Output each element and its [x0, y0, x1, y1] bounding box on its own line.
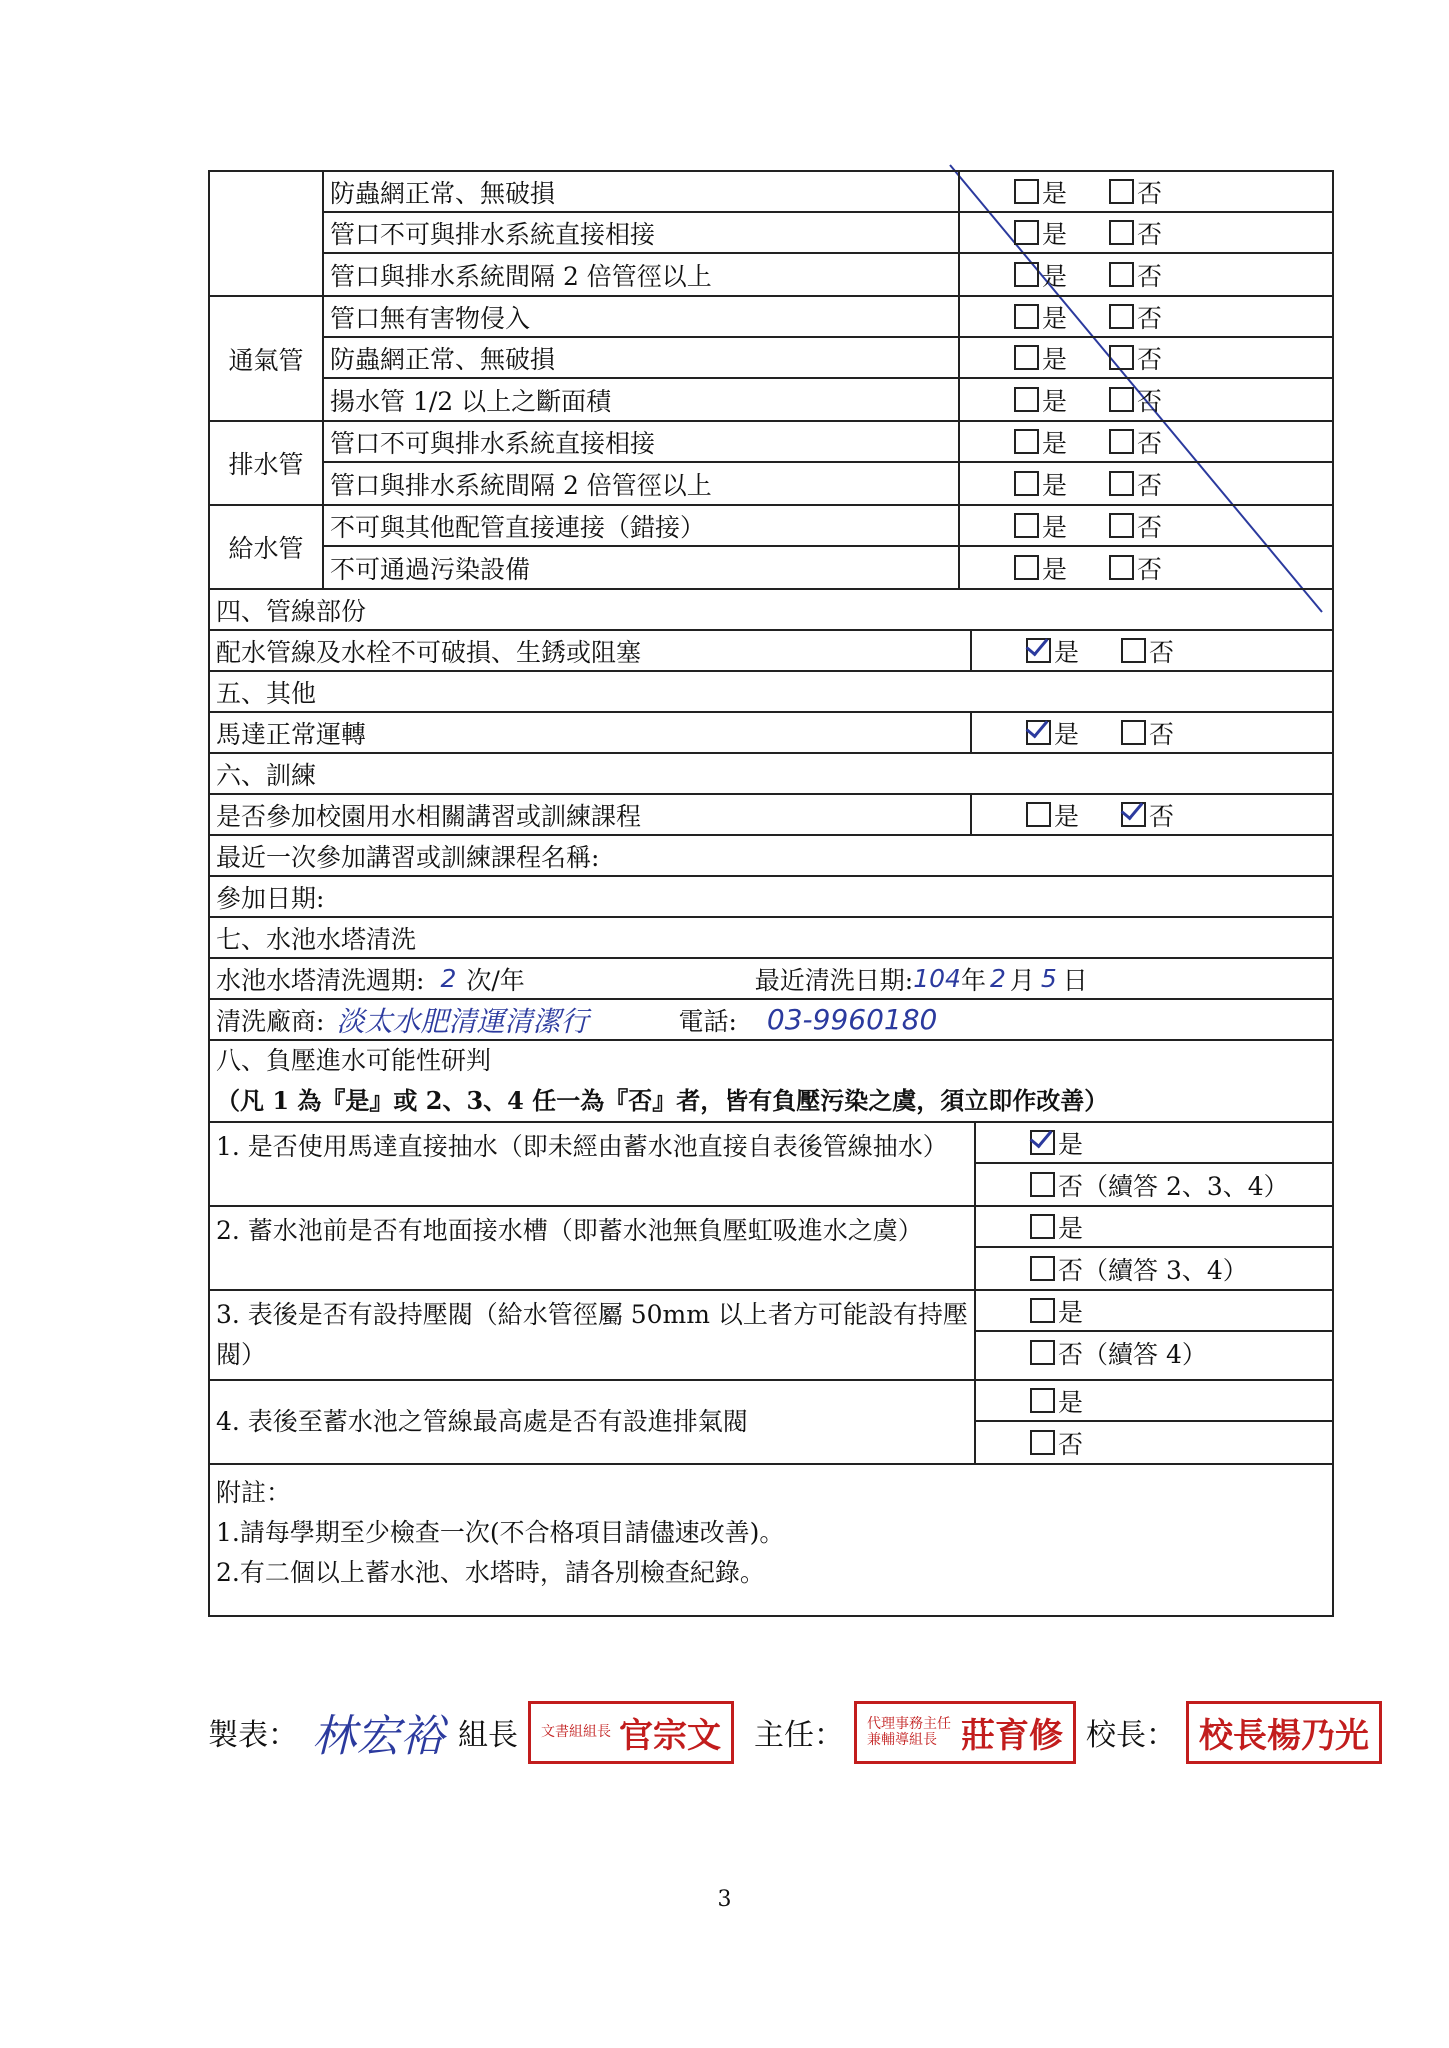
- checkbox-yes[interactable]: [1014, 179, 1039, 204]
- table-row: [324, 213, 1332, 254]
- table-row: [210, 877, 1332, 918]
- option-no[interactable]: 否: [1121, 633, 1174, 669]
- option-yes[interactable]: 是: [976, 1381, 1332, 1422]
- item-label: 是否參加校園用水相關講習或訓練課程: [210, 795, 972, 834]
- question-2: [210, 1207, 1332, 1291]
- table-row: [324, 297, 1332, 338]
- yes-no-options: [960, 379, 1332, 420]
- section-header: [210, 1041, 1332, 1123]
- section-header: [210, 672, 1332, 713]
- group-drain-pipe: [210, 422, 1332, 506]
- vendor-value[interactable]: 淡太水肥清運清潔行: [336, 1004, 589, 1038]
- item-label: 管口與排水系統間隔 2 倍管徑以上: [324, 463, 960, 504]
- option-yes[interactable]: 是: [1026, 797, 1079, 833]
- section-header: [210, 754, 1332, 795]
- phone-value[interactable]: 03-9960180: [766, 1003, 938, 1036]
- option-yes[interactable]: 是: [1014, 299, 1067, 335]
- category-label: 給水管: [210, 506, 324, 588]
- table-row: [324, 379, 1332, 420]
- option-no[interactable]: 否: [1121, 715, 1174, 751]
- item-label: 配水管線及水栓不可破損、生銹或阻塞: [210, 631, 972, 670]
- checkbox-no[interactable]: [1109, 471, 1134, 496]
- yes-no-options: [960, 547, 1332, 588]
- yes-no-options: [960, 506, 1332, 545]
- question-text: 1. 是否使用馬達直接抽水（即未經由蓄水池直接自表後管線抽水）: [210, 1123, 976, 1205]
- section-title: 八、負壓進水可能性研判: [216, 1046, 492, 1075]
- director-stamp-title: 代理事務主任 兼輔導組長: [867, 1716, 951, 1748]
- leader-stamp: [528, 1701, 734, 1764]
- option-yes[interactable]: 是: [1014, 174, 1067, 210]
- category-label: 通氣管: [210, 297, 324, 420]
- principal-label: 校長：: [1086, 1718, 1176, 1753]
- notes-title: 附註：: [216, 1478, 292, 1507]
- group-vent-pipe: [210, 297, 1332, 422]
- question-text: 3. 表後是否有設持壓閥（給水管徑屬 50mm 以上者方可能設有持壓閥）: [210, 1291, 976, 1379]
- group-rows: [324, 172, 1332, 295]
- section-title: 六、訓練: [216, 760, 317, 790]
- checkbox-yes-checked[interactable]: [1026, 720, 1051, 745]
- leader-stamp-name: 官宗文: [619, 1715, 721, 1756]
- checkbox-no-checked[interactable]: [1121, 802, 1146, 827]
- section-title: 四、管線部份: [216, 596, 367, 626]
- option-yes[interactable]: 是: [1014, 340, 1067, 376]
- checkbox-no[interactable]: [1109, 220, 1134, 245]
- table-row: [324, 254, 1332, 295]
- yes-no-options: [960, 213, 1332, 252]
- checkbox-yes[interactable]: [1030, 1214, 1055, 1239]
- checkbox-yes[interactable]: [1014, 471, 1039, 496]
- last-month-unit: 月: [1009, 965, 1035, 995]
- director-stamp: [854, 1701, 1076, 1764]
- checkbox-yes[interactable]: [1014, 304, 1039, 329]
- page-number: 3: [717, 1887, 732, 1912]
- yes-no-options: [972, 631, 1332, 670]
- checkbox-no[interactable]: [1030, 1340, 1055, 1365]
- leader-label: 組長: [458, 1718, 518, 1753]
- cycle-label: 水池水塔清洗週期:: [216, 965, 425, 995]
- table-row: [324, 547, 1332, 588]
- group-supply-pipe: [210, 506, 1332, 590]
- option-yes[interactable]: 是: [1014, 424, 1067, 460]
- checkbox-yes[interactable]: [1014, 429, 1039, 454]
- option-yes[interactable]: 是: [1014, 382, 1067, 418]
- item-label: 管口與排水系統間隔 2 倍管徑以上: [324, 254, 960, 295]
- item-label: 揚水管 1/2 以上之斷面積: [324, 379, 960, 420]
- item-label: 不可與其他配管直接連接（錯接）: [324, 506, 960, 545]
- checkbox-no[interactable]: [1109, 179, 1134, 204]
- checkbox-no[interactable]: [1109, 262, 1134, 287]
- last-clean-label: 最近清洗日期:: [754, 965, 914, 995]
- checkbox-yes[interactable]: [1014, 513, 1039, 538]
- section-header: [210, 918, 1332, 959]
- option-no[interactable]: 否: [1121, 797, 1174, 833]
- option-no[interactable]: 否（續答 2、3、4）: [976, 1164, 1332, 1205]
- option-yes[interactable]: 是: [976, 1207, 1332, 1248]
- signature-footer: [208, 1700, 1408, 1764]
- option-no[interactable]: 否（續答 4）: [976, 1332, 1332, 1373]
- table-row: [324, 463, 1332, 504]
- option-no[interactable]: 否（續答 3、4）: [976, 1248, 1332, 1289]
- checkbox-no[interactable]: [1109, 304, 1134, 329]
- checkbox-yes[interactable]: [1014, 387, 1039, 412]
- last-day-unit: 日: [1062, 965, 1088, 995]
- director-stamp-name: 莊育修: [961, 1715, 1063, 1756]
- attend-date-field[interactable]: 參加日期:: [216, 883, 325, 913]
- table-row: [210, 959, 1332, 1000]
- option-no[interactable]: 否: [1109, 424, 1162, 460]
- question-text: 2. 蓄水池前是否有地面接水槽（即蓄水池無負壓虹吸進水之虞）: [210, 1207, 976, 1289]
- checkbox-yes-checked[interactable]: [1026, 638, 1051, 663]
- table-row: [324, 338, 1332, 379]
- item-label: 管口不可與排水系統直接相接: [324, 422, 960, 461]
- vendor-label: 清洗廠商:: [216, 1006, 325, 1036]
- checkbox-no[interactable]: [1121, 638, 1146, 663]
- checkbox-yes[interactable]: [1014, 555, 1039, 580]
- course-name-field[interactable]: 最近一次參加講習或訓練課程名稱:: [216, 842, 600, 872]
- checkbox-yes[interactable]: [1014, 262, 1039, 287]
- yes-no-options: [960, 254, 1332, 295]
- yes-no-options: [960, 172, 1332, 211]
- table-row: [324, 172, 1332, 213]
- question-4: [210, 1381, 1332, 1465]
- table-row: [210, 713, 1332, 754]
- yes-no-options: [960, 463, 1332, 504]
- inspection-form: [208, 170, 1334, 1617]
- table-row: [210, 795, 1332, 836]
- last-year[interactable]: 104: [913, 964, 961, 993]
- option-no[interactable]: 否: [1109, 174, 1162, 210]
- notes-block: [210, 1465, 1332, 1615]
- notes-line-2: 2.有二個以上蓄水池、水塔時，請各別檢查紀錄。: [216, 1558, 765, 1587]
- option-yes[interactable]: 是: [1014, 466, 1067, 502]
- question-1: [210, 1123, 1332, 1207]
- question-text: 4. 表後至蓄水池之管線最高處是否有設進排氣閥: [210, 1381, 976, 1463]
- option-no[interactable]: 否: [1109, 466, 1162, 502]
- item-label: 管口不可與排水系統直接相接: [324, 213, 960, 252]
- checkbox-yes[interactable]: [1030, 1298, 1055, 1323]
- last-month[interactable]: 2: [989, 964, 1006, 993]
- checkbox-no[interactable]: [1030, 1430, 1055, 1455]
- option-no[interactable]: 否: [1109, 340, 1162, 376]
- yes-no-options: [960, 422, 1332, 461]
- section-subtitle: （凡 1 為『是』或 2、3、4 任一為『否』者，皆有負壓污染之虞，須立即作改善）: [216, 1086, 1109, 1115]
- option-no[interactable]: 否: [1109, 382, 1162, 418]
- option-no[interactable]: 否: [1109, 257, 1162, 293]
- item-label: 防蟲網正常、無破損: [324, 338, 960, 377]
- option-yes[interactable]: 是: [976, 1123, 1332, 1164]
- vendor-info: [210, 1000, 1332, 1039]
- phone-label: 電話:: [678, 1006, 737, 1036]
- category-label: 排水管: [210, 422, 324, 504]
- principal-stamp: [1186, 1701, 1382, 1764]
- notes-line-1: 1.請每學期至少檢查一次(不合格項目請儘速改善)。: [216, 1518, 785, 1547]
- item-label: 防蟲網正常、無破損: [324, 172, 960, 211]
- yes-no-options: [960, 297, 1332, 336]
- last-day[interactable]: 5: [1040, 964, 1057, 993]
- table-row: [210, 836, 1332, 877]
- principal-stamp-text: 校長楊乃光: [1199, 1715, 1369, 1756]
- checkbox-yes[interactable]: [1030, 1388, 1055, 1413]
- checkbox-no[interactable]: [1121, 720, 1146, 745]
- checkbox-no[interactable]: [1030, 1256, 1055, 1281]
- checkbox-no[interactable]: [1109, 345, 1134, 370]
- item-label: 管口無有害物侵入: [324, 297, 960, 336]
- checkbox-yes[interactable]: [1014, 220, 1039, 245]
- yes-no-options: [972, 713, 1332, 752]
- cycle-value[interactable]: 2: [440, 964, 457, 993]
- cleaning-info: [210, 959, 1332, 998]
- option-yes[interactable]: 是: [976, 1291, 1332, 1332]
- cycle-unit: 次/年: [466, 965, 525, 995]
- checkbox-yes[interactable]: [1026, 802, 1051, 827]
- maker-signature: 林宏裕: [312, 1711, 444, 1762]
- checkbox-no[interactable]: [1109, 429, 1134, 454]
- leader-stamp-title: 文書組組長: [541, 1724, 611, 1740]
- option-no[interactable]: 否: [1109, 508, 1162, 544]
- item-label: 馬達正常運轉: [210, 713, 972, 752]
- section-title: 五、其他: [216, 678, 317, 708]
- yes-no-options: [972, 795, 1332, 834]
- table-row: [210, 1000, 1332, 1041]
- table-row: [210, 631, 1332, 672]
- yes-no-options: [960, 338, 1332, 377]
- item-label: 不可通過污染設備: [324, 547, 960, 588]
- option-yes[interactable]: 是: [1026, 633, 1079, 669]
- option-yes[interactable]: 是: [1014, 257, 1067, 293]
- option-yes[interactable]: 是: [1014, 550, 1067, 586]
- option-no[interactable]: 否: [976, 1422, 1332, 1463]
- checkbox-no[interactable]: [1030, 1172, 1055, 1197]
- checkbox-no[interactable]: [1109, 555, 1134, 580]
- group-continued: [210, 172, 1332, 297]
- maker-label: 製表：: [208, 1718, 298, 1753]
- last-year-unit: 年: [960, 965, 986, 995]
- option-yes[interactable]: 是: [1014, 508, 1067, 544]
- option-no[interactable]: 否: [1109, 299, 1162, 335]
- checkbox-no[interactable]: [1109, 513, 1134, 538]
- option-yes[interactable]: 是: [1026, 715, 1079, 751]
- section-8-header: [210, 1041, 1332, 1121]
- checkbox-yes-checked[interactable]: [1030, 1130, 1055, 1155]
- table-row: [324, 506, 1332, 547]
- section-header: [210, 590, 1332, 631]
- question-3: [210, 1291, 1332, 1381]
- option-yes[interactable]: 是: [1014, 215, 1067, 251]
- option-no[interactable]: 否: [1109, 215, 1162, 251]
- director-label: 主任：: [754, 1718, 844, 1753]
- checkbox-no[interactable]: [1109, 387, 1134, 412]
- table-row: [324, 422, 1332, 463]
- option-no[interactable]: 否: [1109, 550, 1162, 586]
- checkbox-yes[interactable]: [1014, 345, 1039, 370]
- section-title: 七、水池水塔清洗: [216, 924, 417, 954]
